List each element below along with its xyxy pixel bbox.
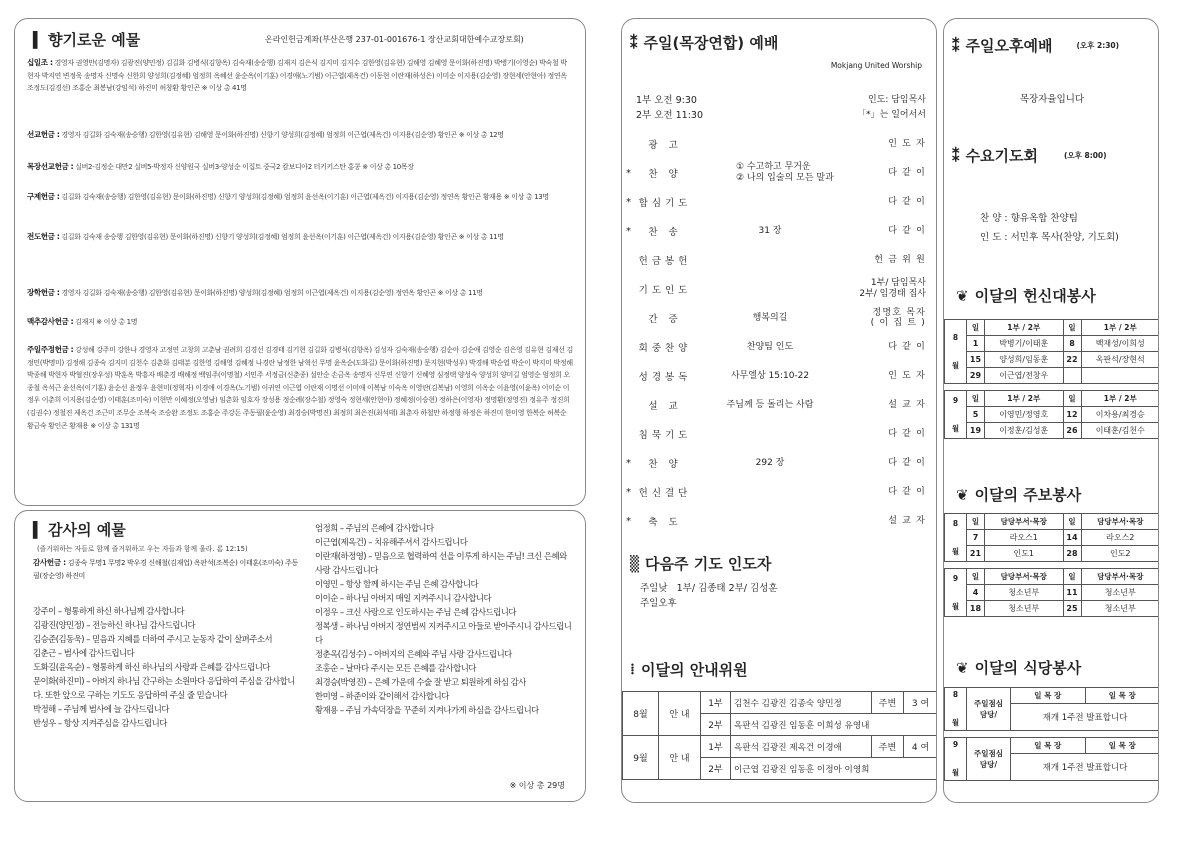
order-row [626,276,930,302]
dedication-title: ❦ 이달의 헌신대봉사 [956,286,1096,305]
order-name: 기도인도 [638,285,692,296]
usher-extra: 주변 [872,736,904,758]
order-detail: 행복의길 [752,312,788,323]
dedication-month: 8 월 [945,320,967,384]
thanks-entry: 김승준(김동욱) – 믿음과 지혜를 더하여 주시고 눈동자 같이 살펴주소서 [33,634,273,644]
kitchen-body: 재개 1주전 발표합니다 [1011,704,1160,731]
dedication-header [945,320,1160,336]
offering-label: 선교헌금 : [27,130,60,139]
worship-title: ⁑ 주일(목장연합) 예배 [630,33,779,52]
order-row [626,160,930,186]
leaf-icon: ❦ [956,286,969,305]
thanks-entry: 반성우 – 항상 지켜주심을 감사드립니다 [33,718,167,728]
dedication-table [944,319,1159,446]
bulletin-cell: 11 [1063,585,1081,601]
thanks-entry: 이란재(하정영) – 믿음으로 협력하여 선을 이루게 하시는 주님! 크신 은혜와 사랑 감사드립니다 [315,551,567,575]
thanks-entry: 이이순 – 하나님 아버지 매일 지켜주시니 감사합니다 [315,593,492,603]
order-name: 찬 송 [648,227,682,238]
usher-names: 이근엽 김광진 임동훈 이정아 이영희 [731,758,938,780]
offering-row: 십일조 : 경영자 권영만(김명자) 김광진(양민정) 김길화 김병식(김향옥) 김숙재(송승행) 김재지 김은식 김지미 김지수 김한영(김유현) 김해영 김혜영 문이화(하진명) 박병기(이영순) 박숙철 박현자 박지연 변정욱 송명자 신명숙 신한희 양성희(김정혜) 엄정희 옥혜선 윤순옥(이기훈) 이경애(노기범) 이근엽(제옥건) 이동현 이란재(하성은) 이미순 이지용(김순영) 장현세(안현아) 정연옥 조정도(김경선) 조홍순 최봉남(강임석) 하진미 허창환 황인곤 ※ 이상 총 41명 [27,58,567,93]
bulletin-head-cell: 담당부서·목장 [985,514,1064,530]
dedication-cell: 이근엽/전창우 [985,368,1064,384]
bank-account: 온라인헌금계좌(부산은행 237-01-001676-1 장산교회대한예수교장로회) [265,35,524,44]
order-star: * [626,457,631,469]
bulletin-cell: 청소년부 [1081,585,1159,601]
dedication-row [945,352,1160,368]
thanks-entry: 정복생 – 하나님 아버지 정연범씨 지켜주시고 아들로 받아주시니 감사드립니다 [315,621,572,645]
order-leader: 헌 금 위 원 [874,255,926,265]
kitchen-head-cell: 일 목 장 [1011,688,1086,704]
dedication-cell: 옥판석/장현석 [1081,352,1159,368]
bulletin-head-cell: 일 [967,569,985,585]
section-marker-icon: ⁞ [630,660,635,678]
kitchen-label: 주일점심 담당/ [967,688,1011,731]
order-leader: 설 교 자 [888,400,926,410]
order-name: 축 도 [648,517,682,528]
ushers-table [622,691,937,780]
order-detail: ① 수고하고 무거운 ② 나의 입술의 모든 말과 [736,162,834,183]
order-name: 헌신결단 [638,488,692,499]
offering-row: 전도헌금 : 김길화 김숙재 송승행 김한영(김유현) 문이화(하진명) 신향기 양성희(김정혜) 엄정희 윤선옥(이기훈) 이근엽(제옥건) 이지용(김순영) 황인곤 ※ 이상 총 11명 [27,232,504,241]
order-detail: 주님께 등 돌리는 사람 [726,399,814,410]
order-name: 헌금봉헌 [638,256,692,267]
order-name: 광 고 [648,140,682,151]
offering-label: 맥추감사헌금 : [27,317,74,326]
bulletin-head-cell: 일 [967,514,985,530]
dedication-cell: 8 [1063,336,1081,352]
service-times: 1부 오전 9:30 2부 오전 11:30 [636,95,703,121]
order-leader: 인 도 자 [888,371,926,381]
order-name: 합심기도 [638,198,692,209]
thanks-entry: 이영민 – 항상 함께 하시는 주님 은혜 감사합니다 [315,579,479,589]
offerings-title: ▌ 향기로운 예물 [33,30,141,49]
section-marker-icon: ⁑ [630,33,638,52]
offering-label: 전도헌금 : [27,232,60,241]
usher-part: 2부 [701,714,731,736]
order-leader: 인 도 자 [888,139,926,149]
bulletin-cell: 18 [967,601,985,617]
thanks-total: ※ 이상 총 29명 [509,781,565,790]
order-detail: 찬양팀 인도 [746,341,794,352]
order-leader: 다 같 이 [888,226,926,236]
usher-names: 옥판석 김광진 임동훈 이희성 유영내 [731,714,938,736]
order-leader: 다 같 이 [888,342,926,352]
offering-row: 주일주정헌금 : 강성해 강주미 강한나 경영자 고정연 고창희 고춘남 권려희 김경선 김경태 김기현 김길화 김병식(김향옥) 김성자 김숙재(송승행) 김순아 김순애 김영순 김은영 김유현 김재선 김정민(박명미) 김정해 김종숙 김지미 김천수 김춘화 김태분 김한영 김해영 김혜정 나경란 남정한 남혁선 무명 윤옥순(도화길) 문이화(하진명) 문지현(박성우) 박경해 박순엽 박순이 박지미 박정해 박종해 박현자 박혈진(장우성) 박훈옥 박흥자 배춘경 배해정 백임주(이명철) 서민주 서정금(신춘종) 설안순 손금옥 송명자 신무연 신향기 신혜영 심정택 양성숙 양성희 양미길 엄영순 엄정희 오종철 옥석근 윤선옥(이기훈) 윤순선 윤정우 윤현미(정혁자) 이경애 이경옥(노기범) 이귀연 이근엽 이란재 이명선 이미애 이복남 이숙옥 이영란(김복남) 이영희 이옥순 이윤영(이윤옥) 이이순 이정우 이춘희 이지용(김순영) 이태훈(조미숙) 이현만 이혜정(오영남) 임춘화 임호자 장성용 정순례(장수철) 정영숙 정현세(안현아) 정혜정(이승현) 정하은(이영자) 정명환(정영진) 정유주 정진희(김권수) 정철진 제옥건 조근미 조무순 조복숙 조승완 조정도 조홍순 주강돈 주동필(윤순영) 최경승(박명진) 최정희 최은진(최석태) 최춘자 하철만 하정형 하정은 하진미 한미영 한복순 허복순 황금숙 황인곤 황재용 ※ 이상 총 131명 [27,345,573,430]
thanks-title: ▌ 감사의 예물 [33,520,126,539]
thanks-entry: 문이화(하진미) – 아버지 하나님 간구하는 소원마다 응답하여 주심을 감사합니다. 또한 앞으로 구하는 기도도 응답하여 주실 줄 믿습니다 [33,676,295,700]
bulletin-title: ❦ 이달의 주보봉사 [956,485,1082,504]
section-marker-icon: ⁑ [952,146,960,165]
wednesday-body: 찬 양 : 향유옥합 찬양팀 인 도 : 서민후 목사(찬양, 기도회) [980,213,1119,243]
order-row [626,305,930,331]
bulletin-head-cell: 일 [1063,514,1081,530]
dedication-cell [1081,368,1159,384]
usher-month: 8월 [623,692,659,736]
order-detail: 31 장 [758,225,782,236]
bulletin-cell: 28 [1063,546,1081,562]
thanks-entry: 한미영 – 하준이와 같이해서 감사합니다 [315,691,449,701]
dedication-cell: 이태훈/김천수 [1081,423,1159,439]
worship-panel [621,18,937,803]
order-star: * [626,225,631,237]
usher-part: 2부 [701,758,731,780]
next-week-leaders: 주일낮 1부/ 김종태 2부/ 김성훈 주일오후 [640,583,778,609]
bulletin-cell: 라오스2 [1081,530,1159,546]
kitchen-month: 8 월 [945,688,967,731]
order-name: 성경봉독 [638,372,692,383]
usher-extra: 주변 [872,692,904,714]
usher-row [623,692,938,714]
bulletin-month: 9 월 [945,569,967,617]
dedication-cell: 이영민/정영호 [985,407,1064,423]
dedication-head-cell: 1부 / 2부 [1081,320,1159,336]
dedication-row [945,407,1160,423]
order-detail: 292 장 [755,457,785,468]
offering-label: 주일주정헌금 : [27,345,74,354]
usher-row [623,736,938,758]
thanks-entry: 김춘근 – 범사에 감사드립니다 [33,648,135,658]
dedication-head-cell: 일 [1063,391,1081,407]
thanks-panel [14,510,586,802]
order-name: 간 증 [648,314,682,325]
thanks-entry: 황재용 – 주님 가속덕장을 꾸준히 지켜나가게 하심을 감사드립니다 [315,705,539,715]
order-star: * [626,486,631,498]
dedication-cell: 15 [967,352,985,368]
dedication-cell: 12 [1063,407,1081,423]
order-row [626,392,930,418]
bulletin-head-cell: 담당부서·목장 [1081,569,1159,585]
dedication-cell: 29 [967,368,985,384]
bookmark-icon: ▌ [33,520,43,539]
dedication-cell: 5 [967,407,985,423]
thanks-entry: 박정해 – 주님께 범사에 늘 감사드립니다 [33,704,169,714]
offering-label: 장학헌금 : [27,288,60,297]
dedication-header [945,391,1160,407]
order-row [626,450,930,476]
usher-count: 3 여 [904,692,938,714]
usher-month: 9월 [623,736,659,780]
thanks-entry: 김광진(양민정) – 전능하신 하나님 감사드립니다 [33,620,196,630]
thanks-left-column [33,604,299,730]
kitchen-head-cell: 일 목 장 [1085,688,1159,704]
offering-row: 선교헌금 : 경영자 김길화 김숙재(송승행) 김한영(김유현) 김해영 문이화(하진명) 신향기 양성희(김정혜) 엄정희 이근엽(제옥건) 이지용(김순영) 황인곤 ※ 이상 총 12명 [27,130,504,139]
bulletin-head-cell: 담당부서·목장 [985,569,1064,585]
section-marker-icon: ⁑ [952,36,960,55]
order-leader: 다 같 이 [888,168,926,178]
dedication-cell: 백재성/이희성 [1081,336,1159,352]
dedication-cell: 26 [1063,423,1081,439]
kitchen-month: 9 월 [945,738,967,781]
thanks-named: 감사헌금 : 김종숙 무명1 무명2 박우경 신해철(김재업) 옥판석(조복순) 이태훈(조미숙) 주동필(장순영) 하진미 [33,558,298,580]
bulletin-head-cell: 일 [1063,569,1081,585]
order-name: 설 교 [648,401,682,412]
service-leader: 인도: 담임목사 「*」는 일어서서 [857,95,926,120]
dedication-cell: 19 [967,423,985,439]
order-name: 회중찬양 [638,343,692,354]
bulletin-cell: 청소년부 [1081,601,1159,617]
dedication-head-cell: 1부 / 2부 [985,320,1064,336]
kitchen-head-cell: 일 목 장 [1085,738,1159,754]
bulletin-cell: 4 [967,585,985,601]
order-leader: 다 같 이 [888,197,926,207]
bulletin-row [945,530,1160,546]
bulletin-cell: 14 [1063,530,1081,546]
dedication-cell: 이정훈/김성훈 [985,423,1064,439]
dedication-cell: 22 [1063,352,1081,368]
offering-row: 목장선교헌금 : 실버2-김정순 대만2 실버5-박정자 신양원국 실버3-양성순 이집트 중국2 캄보디아2 터키키스탄 홍콩 ※ 이상 총 10목장 [27,162,414,171]
leaf-icon: ❦ [956,658,969,677]
dedication-month: 9 월 [945,391,967,439]
dedication-head-cell: 1부 / 2부 [1081,391,1159,407]
order-detail: 사무엘상 15:10-22 [730,370,810,381]
thanks-entry: 이근엽(제옥건) – 치유해주셔서 감사드립니다 [315,537,468,547]
order-leader: 정명호 목자 ( 이 집 트 ) [870,308,926,328]
thanks-verse: (즐거워하는 자들로 함께 즐거워하고 우는 자들과 함께 울라. 롬 12:15) [37,545,248,553]
dedication-head-cell: 일 [967,320,985,336]
schedule-panel [943,18,1159,803]
kitchen-header [945,738,1160,754]
bulletin-row [945,585,1160,601]
offering-row: 맥추감사헌금 : 김재지 ※ 이상 총 1명 [27,317,138,326]
dedication-head-cell: 일 [1063,320,1081,336]
afternoon-title: ⁑ 주일오후예배 (오후 2:30) [952,36,1120,55]
offering-row: 구제헌금 : 김길화 김숙재(송승행) 김한영(김유현) 문이화(하진명) 신향기 양성희(김정혜) 엄정희 윤선옥(이기훈) 이근엽(제옥건) 이지용(김순영) 정연옥 황인곤 황재용 ※ 이상 총 13명 [27,192,549,201]
order-star: * [626,515,631,527]
order-row [626,189,930,215]
thanks-right-column [315,521,573,717]
order-row [626,363,930,389]
dedication-row [945,368,1160,384]
bulletin-cell: 21 [967,546,985,562]
order-name: 침묵기도 [638,430,692,441]
bulletin-cell: 인도1 [985,546,1064,562]
dedication-row [945,423,1160,439]
usher-part: 1부 [701,692,731,714]
usher-count: 4 여 [904,736,938,758]
bulletin-cell: 라오스1 [985,530,1064,546]
bulletin-head-cell: 담당부서·목장 [1081,514,1159,530]
order-leader: 다 같 이 [888,487,926,497]
bulletin-cell: 인도2 [1081,546,1159,562]
thanks-entry: 이정우 – 크신 사랑으로 인도하시는 주님 은혜 감사드립니다 [315,607,516,617]
dedication-row [945,336,1160,352]
section-marker-icon: ▒ [630,554,640,573]
order-leader: 설 교 자 [888,516,926,526]
wednesday-title: ⁑ 수요기도회 (오후 8:00) [952,146,1107,165]
ushers-title: ⁞ 이달의 안내위원 [630,660,748,679]
order-row [626,218,930,244]
thanks-entry: 정춘옥(김성수) – 아버지의 은혜와 주님 사랑 감사드립니다 [315,649,512,659]
dedication-cell [1063,368,1081,384]
thanks-entry: 조홍순 – 날마다 주시는 모든 은혜를 감사합니다 [315,663,476,673]
bulletin-table [944,513,1159,624]
dedication-cell: 양성희/임동훈 [985,352,1064,368]
order-name: 찬 양 [648,169,682,180]
bulletin-row [945,546,1160,562]
order-name: 찬 양 [648,459,682,470]
order-star: * [626,196,631,208]
offerings-panel [14,18,586,506]
order-row [626,479,930,505]
order-row [626,421,930,447]
order-row [626,131,930,157]
bulletin-header [945,569,1160,585]
offering-label: 구제헌금 : [27,192,60,201]
next-week-title: ▒ 다음주 기도 인도자 [630,554,772,573]
dedication-head-cell: 1부 / 2부 [985,391,1064,407]
usher-part: 1부 [701,736,731,758]
afternoon-body: 목장자율입니다 [1019,94,1085,105]
thanks-entry: 엄정희 – 주님의 은혜에 감사합니다 [315,523,434,533]
worship-subtitle: Mokjang United Worship [830,61,922,70]
usher-role: 안 내 [659,736,701,780]
kitchen-label: 주일점심 담당/ [967,738,1011,781]
kitchen-head-cell: 일 목 장 [1011,738,1086,754]
order-row [626,247,930,273]
bulletin-month: 8 월 [945,514,967,562]
order-leader: 다 같 이 [888,429,926,439]
order-detail: 1부/ 담임목사 2부/ 임경태 집사 [859,278,926,299]
bulletin-row [945,601,1160,617]
bulletin-cell: 청소년부 [985,601,1064,617]
bulletin-header [945,514,1160,530]
dedication-cell: 박병기/이태훈 [985,336,1064,352]
leaf-icon: ❦ [956,485,969,504]
dedication-cell: 1 [967,336,985,352]
thanks-entry: 최경승(박영진) – 은혜 가운데 수술 잘 받고 퇴원하게 하심 감사 [315,677,526,687]
offering-label: 목장선교헌금 : [27,162,74,171]
thanks-entry: 강주이 – 형통하게 하신 하나님께 감사합니다 [33,606,185,616]
usher-names: 김천수 김광진 김종숙 양민정 [731,692,872,714]
dedication-head-cell: 일 [967,391,985,407]
offering-row: 장학헌금 : 경영자 김길화 김숙재(송승행) 김한영(김유현) 문이화(하진명) 양성희(김정혜) 엄정희 이근엽(제옥건) 이지용(김순영) 정연옥 황인곤 ※ 이상 총 11명 [27,288,483,297]
order-star: * [626,167,631,179]
offering-label: 십일조 : [27,58,53,67]
bookmark-icon: ▌ [33,30,43,49]
thanks-entry: 도화길(윤옥순) – 형통하게 하신 하나님의 사랑과 은혜를 감사드립니다 [33,662,270,672]
bulletin-cell: 청소년부 [985,585,1064,601]
kitchen-header [945,688,1160,704]
kitchen-table [944,687,1159,788]
usher-names: 옥판석 김광진 제옥건 이경애 [731,736,872,758]
order-row [626,334,930,360]
bulletin-cell: 25 [1063,601,1081,617]
order-leader: 다 같 이 [888,458,926,468]
dedication-cell: 이차용/최경승 [1081,407,1159,423]
usher-role: 안 내 [659,692,701,736]
order-row [626,508,930,534]
kitchen-body: 재개 1주전 발표합니다 [1011,754,1160,781]
kitchen-title: ❦ 이달의 식당봉사 [956,658,1082,677]
bulletin-cell: 7 [967,530,985,546]
